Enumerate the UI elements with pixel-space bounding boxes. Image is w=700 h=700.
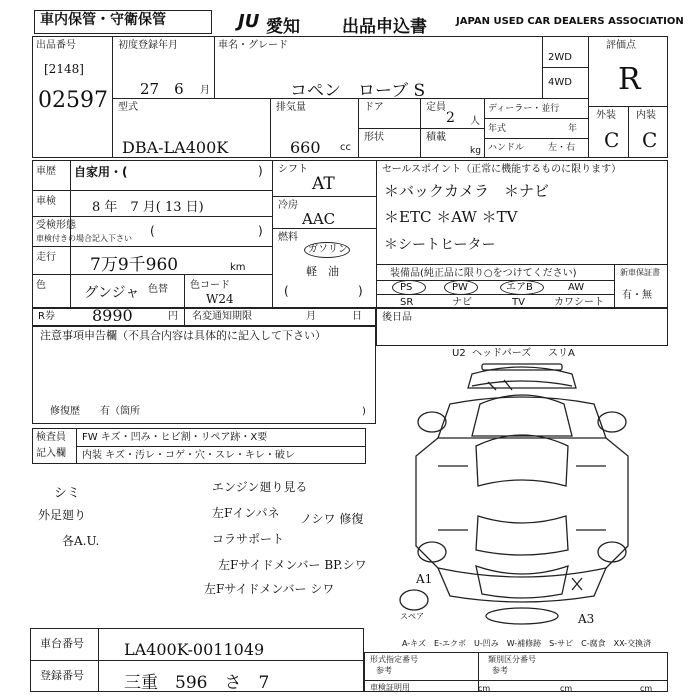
cm-unit-1: cm — [478, 684, 491, 693]
yen-unit: 円 — [168, 311, 178, 322]
year-label: 年式 — [488, 124, 507, 134]
damage-legend: A-キズ E-エクボ U-凹み W-補修跡 S-サビ C-腐食 XX-交換済 — [402, 639, 652, 648]
color-code-value: W24 — [206, 292, 234, 306]
note-engine: エンジン廻り見る — [212, 480, 308, 494]
exterior-value: C — [604, 128, 620, 152]
color-label: 色 — [36, 280, 46, 291]
shift-value: AT — [312, 174, 335, 194]
history-close: ) — [258, 164, 263, 178]
type-label: 型式 — [118, 102, 138, 113]
km-unit: km — [230, 262, 246, 273]
diagram-label-u2: U2 — [452, 348, 466, 359]
spare-label: スペア — [400, 612, 424, 621]
equipment-tv: TV — [512, 297, 525, 308]
mileage-value: 7万9千960 — [90, 255, 179, 275]
repair-close: ) — [362, 406, 366, 417]
repair-label: 修復歴 有（箇所 — [50, 406, 140, 417]
shape-label: 形状 — [364, 132, 384, 143]
score-label: 評価点 — [606, 40, 636, 51]
received-open: ( — [150, 224, 155, 238]
selling-point-1: ＊バックカメラ ＊ナビ — [384, 182, 550, 200]
interior-label: 内装 — [636, 110, 656, 121]
equipment-airbag: エアB — [506, 282, 533, 293]
inspector-label-2: 記入欄 — [36, 448, 66, 459]
note-underbody: 外足廻り — [38, 508, 87, 522]
received-close: ) — [258, 224, 263, 238]
diagram-label-a1: A1 — [416, 572, 433, 586]
capacity-value: 2 — [446, 110, 455, 126]
inspection-cert-label: 車検証明用 — [370, 683, 410, 692]
doors-label: ドア — [364, 102, 384, 113]
ac-value: AAC — [302, 210, 336, 228]
reg-label: 登録番号 — [40, 669, 84, 682]
type-value: DBA-LA400K — [122, 138, 229, 157]
first-reg-label: 初度登録年月 — [118, 40, 178, 51]
org-name: 愛知 — [266, 17, 300, 37]
drive-2wd: 2WD — [548, 52, 572, 63]
equipment-leather-seat: カワシート — [554, 297, 604, 308]
reg-value: 三重 596 さ 7 — [124, 673, 270, 693]
association-name: JAPAN USED CAR DEALERS ASSOCIATION — [456, 16, 684, 27]
history-value: 自家用・( — [74, 165, 128, 179]
cm-unit-3: cm — [640, 684, 653, 693]
category-reference: 参考 — [492, 666, 508, 675]
warranty-options: 有・無 — [622, 290, 652, 301]
mileage-label: 走行 — [36, 252, 56, 263]
form-title: 出品申込書 — [342, 17, 427, 37]
note-wrinkle-repair: ノシワ 修復 — [300, 512, 364, 526]
later-date-label: 後日品 — [382, 312, 412, 323]
load-label: 積載 — [426, 132, 446, 143]
shift-label: シフト — [278, 164, 308, 175]
fuel-label: 燃料 — [278, 232, 298, 243]
form-designation-label: 形式指定番号 — [370, 655, 418, 664]
equipment-pw: PW — [452, 282, 468, 293]
received-note: 車検付きの場合記入下さい — [36, 234, 132, 243]
year-unit: 年 — [568, 124, 578, 134]
equipment-label: 装備品(純正品に限り○をつけてください) — [390, 268, 577, 279]
exterior-label: 外装 — [596, 110, 616, 121]
recycle-value: 8990 — [92, 306, 133, 325]
color-value: グンジャ — [84, 285, 140, 301]
handle-options: 左・右 — [548, 143, 576, 153]
cc-unit: cc — [340, 142, 351, 153]
lot-small: [2148] — [44, 62, 84, 76]
notes-label: 注意事項申告欄（不具合内容は具体的に記入して下さい） — [40, 329, 326, 342]
interior-value: C — [642, 128, 658, 152]
color-code-label: 色コード — [190, 280, 230, 291]
note-side-member-2: 左Fサイドメンバー シワ — [204, 582, 335, 596]
color-change-label: 色替 — [148, 284, 168, 295]
storage-label: 車内保管・守衛保管 — [40, 12, 166, 28]
category-label: 類別区分番号 — [488, 655, 536, 664]
dealer-label: ディーラー・並行 — [488, 104, 560, 114]
inspection-value: 8 年 7 月( 13 日) — [92, 200, 204, 215]
model-value: コペン ローブ S — [290, 81, 426, 101]
ju-logo: JU — [238, 11, 260, 32]
received-label: 受検形態 — [36, 220, 76, 231]
equipment-ps: PS — [400, 282, 413, 293]
lot-label: 出品番号 — [36, 40, 76, 51]
notice-day-unit: 日 — [352, 311, 362, 322]
history-label: 車歴 — [36, 166, 56, 177]
diagram-label-headparts: ヘッドパーズ — [472, 348, 532, 359]
notice-month-unit: 月 — [306, 311, 316, 322]
diagram-label-a3: A3 — [578, 612, 595, 626]
score-value: R — [618, 62, 641, 97]
first-reg-value: 27 6 — [140, 80, 184, 98]
fuel-open: ( — [284, 284, 289, 298]
selling-point-3: ＊シートヒーター — [384, 237, 496, 253]
selling-point-2: ＊ETC ＊AW ＊TV — [384, 208, 518, 226]
chassis-label: 車台番号 — [40, 637, 84, 650]
note-core-support: コラサポート — [212, 532, 285, 546]
displacement-label: 排気量 — [276, 102, 306, 113]
warranty-label: 新車保証書 — [620, 268, 660, 277]
note-au: 各A.U. — [62, 534, 100, 548]
equipment-sr: SR — [400, 297, 414, 308]
chassis-value: LA400K-0011049 — [124, 640, 265, 659]
selling-points-label: セールスポイント（正常に機能するものに限ります） — [382, 164, 622, 175]
fuel-gasoline: ガソリン — [308, 244, 348, 255]
capacity-label: 定員 — [426, 102, 446, 113]
drive-4wd: 4WD — [548, 77, 572, 88]
later-date-box — [376, 308, 668, 346]
equipment-aw: AW — [568, 282, 585, 293]
handle-label: ハンドル — [488, 143, 525, 153]
fw-row: FW キズ・凹み・ヒビ割・リペア跡・X要 — [82, 432, 268, 443]
fuel-close: ) — [358, 284, 363, 298]
person-unit: 人 — [470, 116, 480, 127]
car-damage-diagram — [376, 346, 668, 636]
first-reg-month-unit: 月 — [200, 85, 210, 96]
displacement-value: 660 — [290, 138, 321, 157]
ac-label: 冷房 — [278, 200, 298, 211]
fuel-diesel: 軽 油 — [306, 265, 339, 278]
kg-unit: kg — [470, 146, 481, 156]
note-stain: シミ — [54, 486, 81, 501]
lot-number: 02597 — [38, 88, 108, 113]
diagram-label-sura: スリA — [548, 348, 575, 359]
equipment-navi: ナビ — [452, 297, 472, 308]
note-side-member-1: 左Fサイドメンバー BP.シワ — [218, 558, 367, 572]
interior-damage-row: 内装 キズ・汚レ・コゲ・穴・スレ・キレ・破レ — [82, 450, 295, 461]
form-designation-reference: 参考 — [376, 666, 392, 675]
notice-label: 名変通知期限 — [192, 311, 252, 322]
note-dash: 左Fインパネ — [212, 506, 280, 520]
inspection-label: 車検 — [36, 196, 56, 207]
cm-unit-2: cm — [560, 684, 573, 693]
model-label: 車名・グレード — [218, 40, 288, 51]
inspector-label-1: 検査員 — [36, 432, 66, 443]
recycle-label: R券 — [38, 311, 55, 322]
